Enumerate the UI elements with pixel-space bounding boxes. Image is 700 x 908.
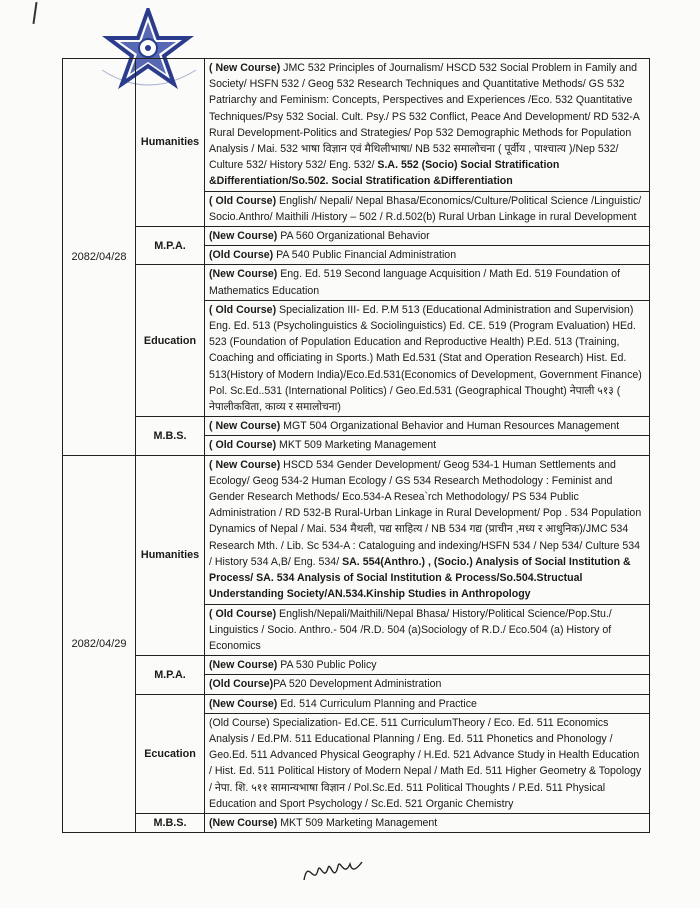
course-text: HSCD 534 Gender Development/ Geog 534-1 Human Settlements and Ecology/ Geog 534-2 Human Ecology / GS 534 Research Methodology : Feminist and Gender Research Methods/ Eco.534-A Resea`rch Methodology/ PS 534 Public Administration / RD 532-B Rural-Urban Linkage in Rural Development/ Pop . 534 Population Dynamics of Nepal / Mai. 534 मैथली, पद्य साहित्य / NB 534 गद्य (प्राचीन ,मध्य र आधुनिक)/JMC 534 Research Mth. / Lib. Sc 534-A : Cataloguing and indexing/HSFN 534 / Nep 534/ Culture 534 / History 534 A,B/ Eng. 534/	[209, 458, 642, 568]
course-type-tag: (New Course)	[209, 816, 278, 829]
course-list	[205, 436, 650, 455]
exam-date: 2082/04/29	[63, 455, 136, 832]
faculty-name: Education	[136, 265, 205, 417]
course-text: English/Nepali/Maithili/Nepal Bhasa/ History/Political Science/Pop.Stu./ Linguistics / Socio. Anthro.- 504 /R.D. 504 (a)Sociology of R.D./ Eco.504 (a) History of Economics	[209, 607, 612, 652]
course-list	[205, 604, 650, 656]
course-list	[205, 694, 650, 713]
course-type-tag: (Old Course)	[209, 249, 274, 262]
course-type-tag: (New Course)	[209, 268, 278, 281]
course-type-tag: ( New Course)	[209, 420, 281, 433]
course-list	[205, 246, 650, 265]
course-text-bold: S.A. 552 (Socio) Social Stratification &Differentiation/So.502. Social Stratification &Differentiation	[209, 159, 560, 188]
course-type-tag: ( New Course)	[209, 62, 281, 74]
course-text-bold: SA. 554(Anthro.) , (Socio.) Analysis of Social Institution & Process/ SA. 534 Analysis of Social Institution & Process/So.504.Structual Understanding Society/AN.534.Kinship Studies in Anthropology	[209, 555, 631, 601]
course-text: English/ Nepali/ Nepal Bhasa/Economics/Culture/Political Science /Linguistic/ Socio.Anthro/ Maithili /History – 502 / R.d.502(b) Rural Urban Linkage in rural Development	[209, 194, 642, 223]
course-type-tag: ( Old Course)	[209, 607, 277, 620]
faculty-name: Humanities	[136, 59, 205, 227]
course-list	[205, 417, 650, 436]
schedule-row	[63, 417, 650, 436]
course-text: Specialization III- Ed. P.M 513 (Educational Administration and Supervision) Eng. Ed. 513 (Psycholinguistics & Sociolinguistics) Ed. CE. 519 (Program Evaluation) HEd. 523 (Foundation of Population Education and Reproductive Health) P.Ed. 513 (Training, Coaching and officiating in Sports.) Math Ed.531 (Stat and Operation Research) Hist. Ed. 513(History of Modern India)/Eco.Ed.531(Economics of Development, Government Finance) Pol. Sc.Ed..531 (International Politics) / Geo.Ed.531 (Geographical Thought) नेपाली ५१३ ( नेपालीकविता, काव्य र समालोचना)	[209, 303, 642, 414]
signature	[300, 852, 370, 892]
course-type-tag: (New Course)	[209, 697, 278, 710]
schedule-row	[63, 813, 650, 832]
course-type-tag: ( Old Course)	[209, 303, 277, 316]
exam-schedule-table	[62, 58, 650, 833]
course-text: JMC 532 Principles of Journalism/ HSCD 532 Social Problem in Family and Society/ HSFN 532 / Geog 532 Research Techniques and Quantitative Methods/ GS 532 Patriarchy and Feminism: Concepts, Perspectives and Experiences /Eco. 532 Quantitative Techniques/Psy 532 Social. Cult. Psy./ PS 532 Conflict, Peace And Development/ RD 532-A Rural Development-Politics and Strategies/ Pop 532 Demographic Methods for Population Analysis / Mai. 532 भाषा विज्ञान एवं मैथिलीभाषा/ NB 532 समालोचना ( पूर्वीय , पाश्चात्य )/Nep 532/ Culture 532/ History 532/ Eng. 532/	[209, 62, 640, 172]
course-text: PA 560 Organizational Behavior	[277, 230, 430, 243]
schedule-row	[63, 59, 650, 192]
course-type-tag: (New Course)	[209, 230, 278, 243]
faculty-name: Humanities	[136, 455, 205, 655]
course-text: MKT 509 Marketing Management	[277, 816, 438, 829]
course-type-tag: ( New Course)	[209, 458, 281, 471]
schedule-row	[63, 656, 650, 675]
faculty-name: M.B.S.	[136, 813, 205, 832]
course-type-tag: ( Old Course)	[209, 439, 277, 452]
faculty-name: M.P.A.	[136, 227, 205, 265]
course-list	[205, 713, 650, 813]
course-list	[205, 656, 650, 675]
course-list	[205, 813, 650, 832]
course-text: Eng. Ed. 519 Second language Acquisition / Math Ed. 519 Foundation of Mathematics Education	[209, 268, 621, 297]
course-type-tag: (Old Course)	[209, 678, 274, 691]
course-list	[205, 59, 650, 192]
course-text: MGT 504 Organizational Behavior and Human Resources Management	[280, 420, 620, 433]
course-list	[205, 675, 650, 694]
course-list	[205, 227, 650, 246]
course-list	[205, 191, 650, 226]
course-text: PA 540 Public Financial Administration	[273, 249, 457, 262]
schedule-row	[63, 265, 650, 300]
faculty-name: M.B.S.	[136, 417, 205, 455]
page-corner-mark	[32, 2, 37, 24]
faculty-name: M.P.A.	[136, 656, 205, 694]
course-list	[205, 265, 650, 300]
course-text: Ed. 514 Curriculum Planning and Practice	[277, 697, 477, 710]
course-type-tag: (New Course)	[209, 659, 278, 672]
schedule-row	[63, 227, 650, 246]
course-list	[205, 300, 650, 416]
faculty-name: Ecucation	[136, 694, 205, 813]
course-text: (Old Course) Specialization- Ed.CE. 511 CurriculumTheory / Eco. Ed. 511 Economics Analysis / Ed.PM. 511 Educational Planning / Eng. Ed. 511 Phonetics and Phonology / Geo.Ed. 511 Advanced Physical Geography / H.Ed. 521 Advance Study in Health Education / Hist. Ed. 511 Political History of Modern Nepal / Math Ed. 511 Higher Geometry & Topology / नेपा. शि. ५११ सामान्यभाषा विज्ञान / Pol.Sc.Ed. 511 Political Thoughts / P.Ed. 511 Physical Education and Sport Psychology / Sc.Ed. 521 Organic Chemistry	[209, 716, 642, 810]
course-type-tag: ( Old Course)	[209, 194, 277, 207]
course-list	[205, 455, 650, 604]
course-text: PA 530 Public Policy	[277, 659, 377, 672]
exam-date: 2082/04/28	[63, 59, 136, 456]
course-text: PA 520 Development Administration	[273, 678, 442, 691]
schedule-row	[63, 455, 650, 604]
schedule-row	[63, 694, 650, 713]
course-text: MKT 509 Marketing Management	[276, 439, 437, 452]
